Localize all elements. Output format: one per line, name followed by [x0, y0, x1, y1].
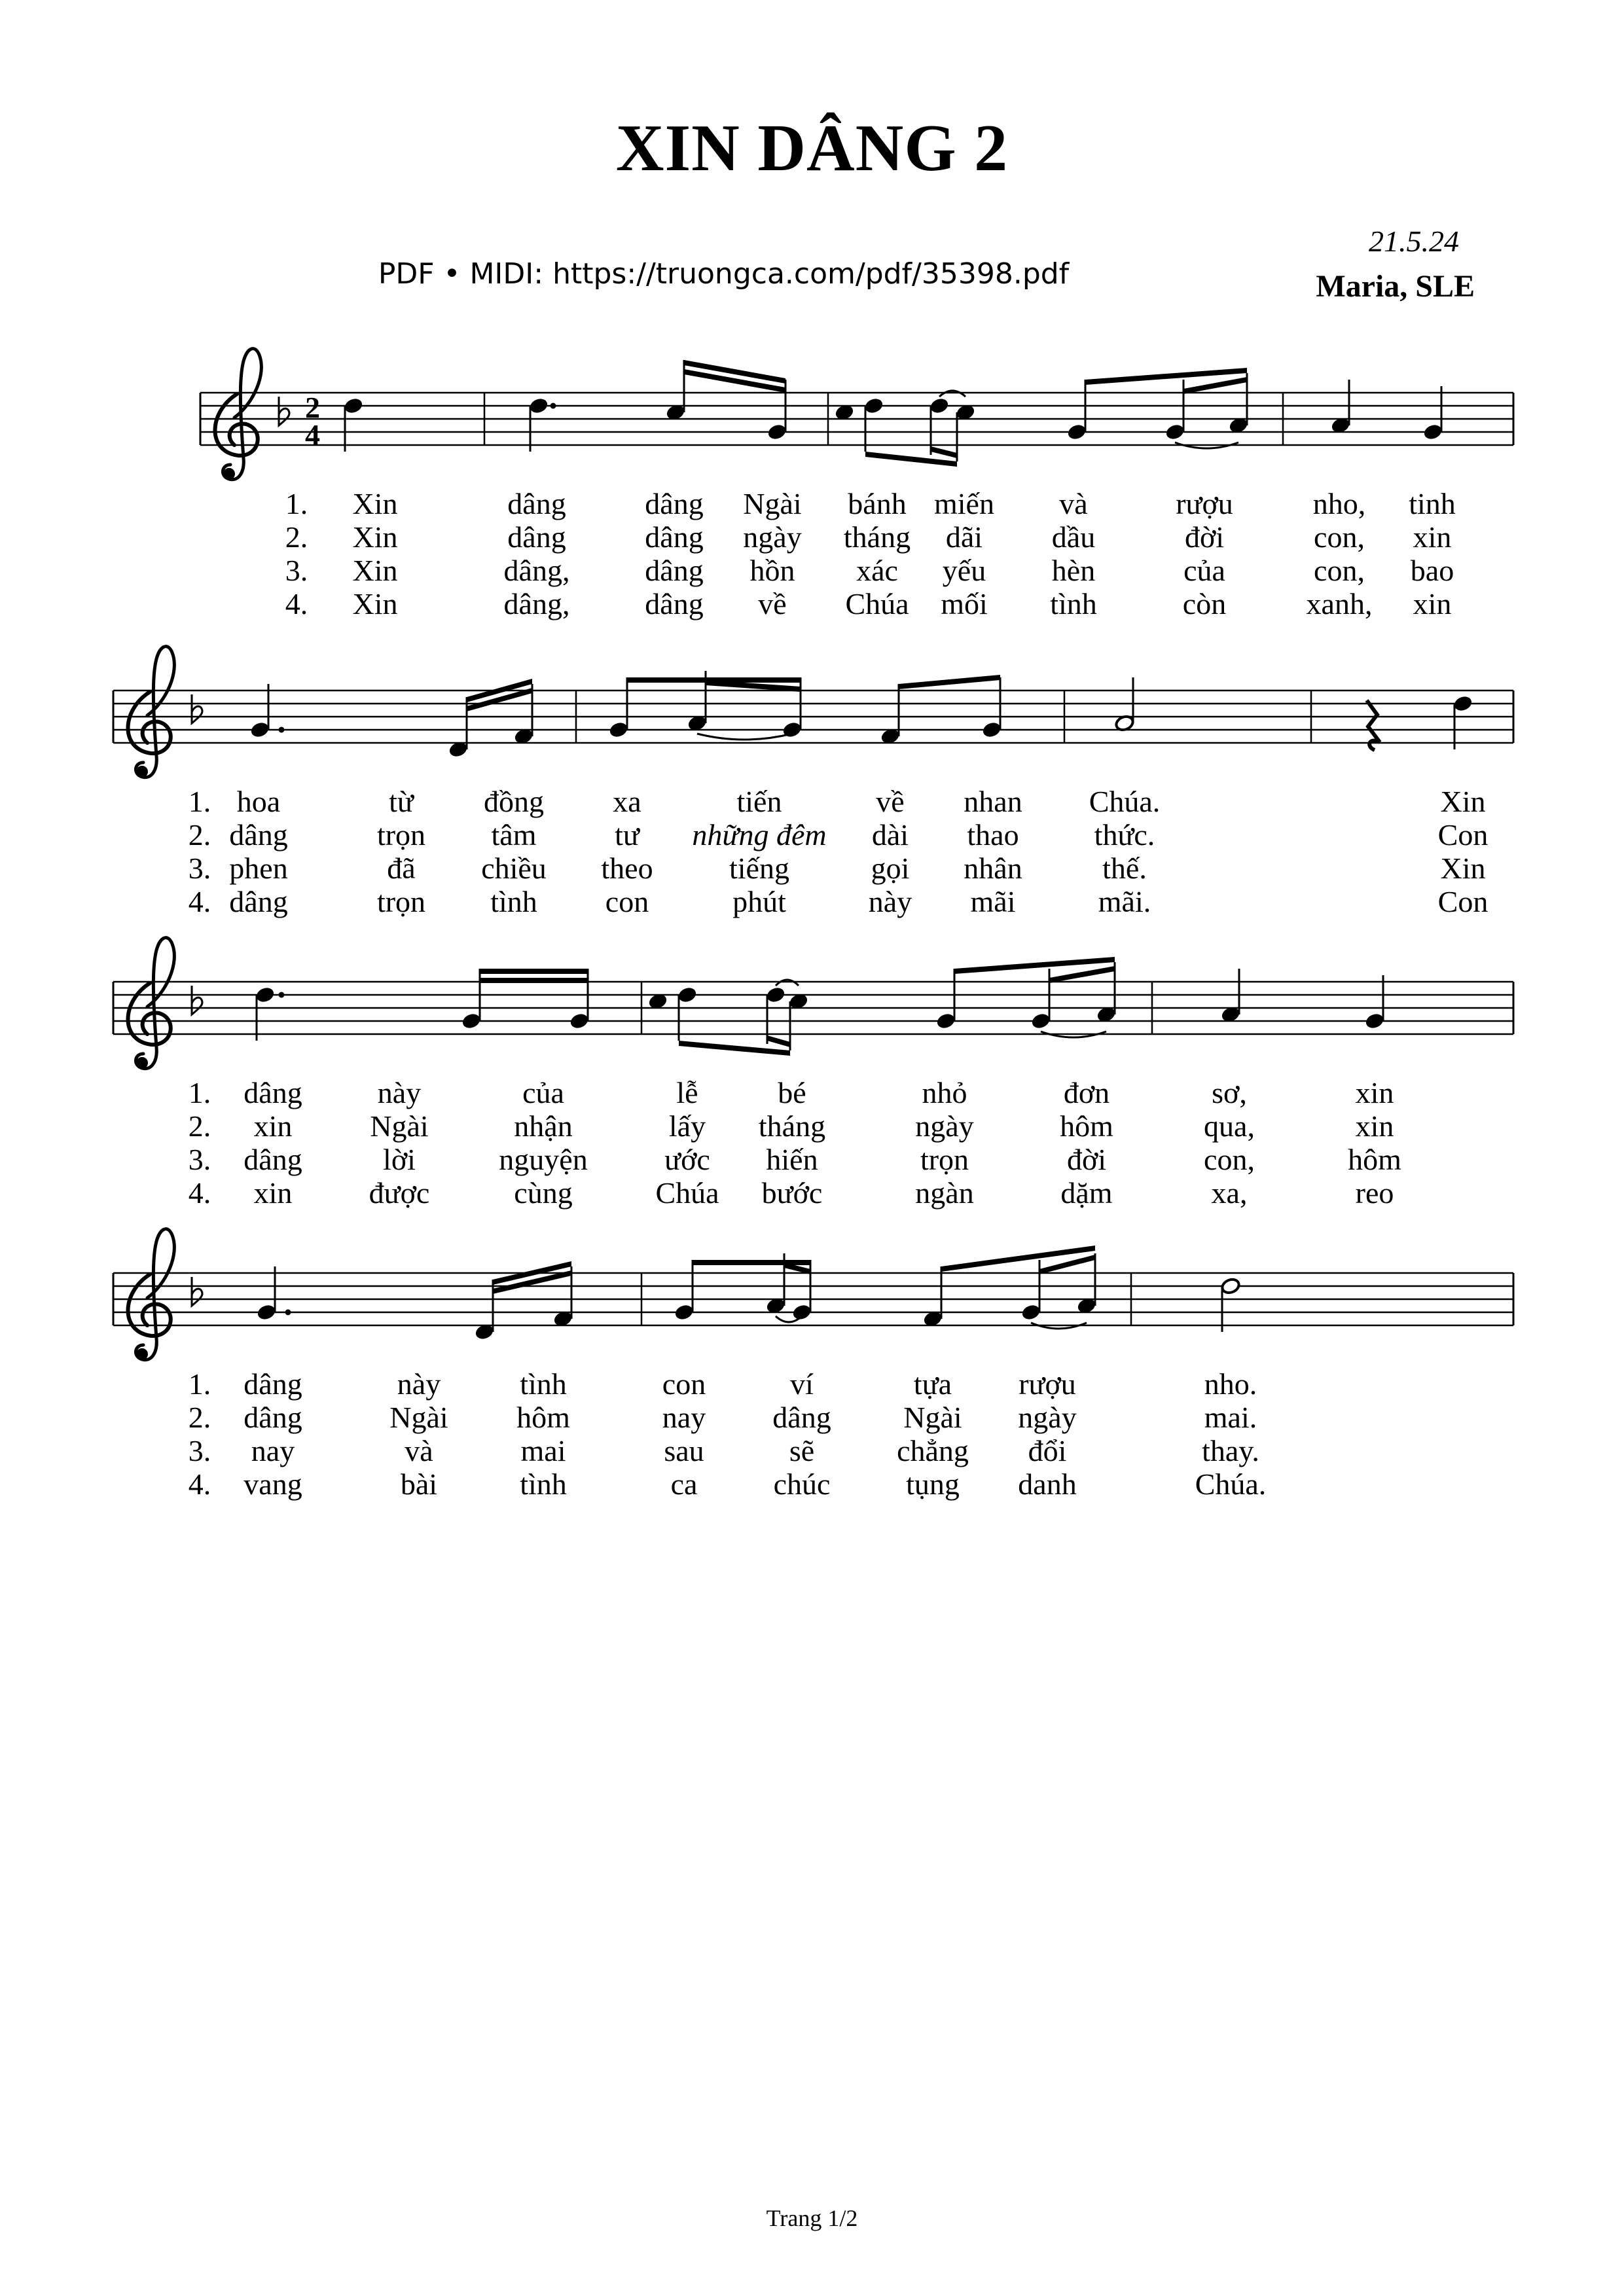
song-title: XIN DÂNG 2 — [615, 111, 1009, 185]
lyric-syllable: tụng — [906, 1467, 960, 1501]
note-head — [677, 986, 697, 1003]
lyric-syllable: vang — [244, 1467, 302, 1501]
note-head — [1220, 1277, 1240, 1295]
note-head — [343, 397, 363, 414]
lyric-syllable: xin — [1355, 1109, 1394, 1143]
lyric-syllable: Ngài — [903, 1401, 962, 1434]
lyric-syllable: lấy — [668, 1109, 706, 1143]
lyric-syllable: xin — [1413, 520, 1452, 554]
lyric-syllable: Chúa. — [1195, 1467, 1267, 1501]
lyric-syllable: hiến — [766, 1143, 818, 1176]
lyric-syllable: Ngài — [743, 487, 802, 520]
lyric-syllable: đã — [387, 852, 416, 885]
lyric-syllable: tựa — [913, 1367, 952, 1401]
note-head — [1453, 694, 1473, 712]
lyric-syllable: tháng — [843, 520, 911, 554]
lyric-syllable: hoa — [236, 785, 281, 818]
verse-number: 2. — [285, 520, 308, 554]
lyric-syllable: dâng — [244, 1367, 302, 1401]
lyric-syllable: hôm — [516, 1401, 570, 1434]
note-head — [256, 1303, 276, 1321]
verse-number: 2. — [188, 1109, 211, 1143]
lyric-syllable: dài — [871, 818, 909, 852]
lyric-syllable: được — [369, 1176, 430, 1210]
lyric-syllable: đồng — [484, 785, 544, 818]
lyric-syllable: chiều — [481, 852, 547, 885]
lyric-syllable: xin — [253, 1176, 293, 1210]
lyric-syllable: sơ, — [1212, 1076, 1247, 1109]
lyric-syllable: những đêm — [692, 818, 827, 852]
lyric-syllable: lời — [383, 1143, 416, 1176]
lyric-syllable: hôm — [1060, 1109, 1113, 1143]
composer-name: Maria, SLE — [1316, 269, 1475, 304]
lyric-syllable: Chúa — [655, 1176, 719, 1210]
verse-number: 3. — [188, 1143, 211, 1176]
augmentation-dot — [285, 1310, 291, 1316]
treble-clef-icon — [128, 1229, 175, 1360]
time-signature-top: 2 — [305, 391, 320, 424]
time-signature-bottom: 4 — [305, 418, 320, 452]
lyric-syllable: nguyện — [499, 1143, 588, 1176]
lyric-syllable: hồn — [749, 554, 795, 587]
staff-system — [113, 1229, 1513, 1501]
lyric-syllable: trọn — [920, 1143, 969, 1176]
treble-clef-icon — [128, 938, 175, 1069]
lyric-syllable: đời — [1066, 1143, 1107, 1176]
lyric-syllable: xanh, — [1306, 587, 1373, 620]
lyric-syllable: trọn — [376, 885, 426, 918]
lyric-syllable: sau — [664, 1434, 704, 1467]
lyric-syllable: đời — [1184, 520, 1225, 554]
lyric-syllable: mai — [520, 1434, 566, 1467]
lyric-syllable: nhỏ — [922, 1076, 967, 1109]
lyric-syllable: và — [405, 1434, 433, 1467]
lyric-syllable: xin — [1413, 587, 1452, 620]
lyric-syllable: tiếng — [729, 852, 789, 885]
lyric-syllable: dâng — [244, 1076, 302, 1109]
flat-icon — [279, 397, 289, 425]
lyric-syllable: bài — [400, 1467, 438, 1501]
download-link-text[interactable]: PDF • MIDI: https://truongca.com/pdf/35398.pdf — [378, 257, 1070, 291]
lyric-syllable: ước — [664, 1143, 710, 1176]
note-head — [249, 721, 270, 738]
lyric-syllable: Chúa. — [1089, 785, 1161, 818]
verse-number: 4. — [188, 885, 211, 918]
lyric-syllable: theo — [601, 852, 653, 885]
lyric-syllable: dâng — [229, 885, 288, 918]
lyric-syllable: thế. — [1102, 852, 1147, 885]
lyric-syllable: thao — [967, 818, 1019, 852]
lyric-syllable: dâng, — [503, 587, 570, 620]
lyric-syllable: dâng — [244, 1143, 302, 1176]
lyric-syllable: bao — [1410, 554, 1454, 587]
lyric-syllable: dâng — [645, 587, 704, 620]
verse-number: 1. — [188, 785, 211, 818]
verse-number: 4. — [188, 1176, 211, 1210]
augmentation-dot — [279, 992, 285, 998]
note-head — [1164, 423, 1185, 440]
lyric-syllable: dâng — [645, 520, 704, 554]
lyric-syllable: dâng — [645, 554, 704, 587]
lyric-syllable: nhân — [964, 852, 1022, 885]
lyric-syllable: Ngài — [389, 1401, 448, 1434]
verse-number: 3. — [188, 852, 211, 885]
note-head — [569, 1012, 589, 1030]
treble-clef-icon — [215, 349, 262, 480]
flat-icon — [192, 986, 202, 1014]
lyric-syllable: tâm — [491, 818, 537, 852]
lyric-syllable: xa, — [1211, 1176, 1248, 1210]
lyric-syllable: dâng — [772, 1401, 831, 1434]
verse-number: 3. — [188, 1434, 211, 1467]
lyric-syllable: Ngài — [370, 1109, 429, 1143]
lyric-syllable: nhan — [964, 785, 1022, 818]
lyric-syllable: mối — [941, 587, 988, 620]
lyric-syllable: Xin — [352, 554, 398, 587]
lyric-syllable: dâng — [244, 1401, 302, 1434]
lyric-syllable: chẳng — [897, 1434, 969, 1467]
augmentation-dot — [279, 727, 285, 733]
lyric-syllable: bé — [778, 1076, 806, 1109]
note-head — [929, 397, 949, 414]
lyric-syllable: tình — [520, 1367, 567, 1401]
lyric-syllable: qua, — [1204, 1109, 1255, 1143]
note-head — [1422, 423, 1443, 440]
flat-icon — [192, 1277, 202, 1306]
note-head — [1030, 1012, 1051, 1030]
lyric-syllable: ngày — [743, 520, 802, 554]
lyric-syllable: Chúa — [845, 587, 909, 620]
lyric-syllable: mãi. — [1098, 885, 1151, 918]
lyric-syllable: phen — [229, 852, 288, 885]
tie-slur — [776, 980, 799, 986]
verse-number: 2. — [188, 1401, 211, 1434]
lyric-syllable: con — [662, 1367, 706, 1401]
lyric-syllable: này — [377, 1076, 422, 1109]
note-beam — [679, 1041, 790, 1056]
lyric-syllable: bánh — [848, 487, 907, 520]
lyric-syllable: Xin — [352, 587, 398, 620]
lyric-syllable: của — [1183, 554, 1225, 587]
note-beam — [931, 446, 957, 458]
lyric-syllable: Xin — [352, 520, 398, 554]
lyric-syllable: rượu — [1019, 1367, 1076, 1401]
note-beam — [693, 1260, 810, 1265]
verse-number: 2. — [188, 818, 211, 852]
lyric-syllable: con, — [1314, 520, 1365, 554]
lyric-syllable: tiến — [736, 785, 782, 818]
tie-slur — [697, 734, 792, 740]
lyric-syllable: Con — [1437, 818, 1489, 852]
lyric-syllable: thay. — [1202, 1434, 1259, 1467]
lyric-syllable: ngày — [1018, 1401, 1077, 1434]
lyric-syllable: lễ — [676, 1076, 698, 1109]
note-beam — [1049, 966, 1115, 983]
lyric-syllable: dâng — [645, 487, 704, 520]
lyric-syllable: dầu — [1051, 520, 1096, 554]
lyric-syllable: ví — [790, 1367, 814, 1401]
note-head — [255, 986, 275, 1003]
lyric-syllable: sẽ — [789, 1434, 815, 1467]
note-head — [981, 721, 1001, 738]
lyric-syllable: Con — [1437, 885, 1489, 918]
lyric-syllable: tình — [490, 885, 537, 918]
lyric-syllable: này — [868, 885, 912, 918]
lyric-syllable: xin — [1355, 1076, 1394, 1109]
verse-number: 1. — [188, 1367, 211, 1401]
lyric-syllable: hôm — [1348, 1143, 1401, 1176]
note-beam — [941, 1246, 1095, 1272]
augmentation-dot — [550, 403, 556, 409]
lyric-syllable: hèn — [1051, 554, 1096, 587]
note-beam — [480, 969, 588, 974]
note-beam — [1039, 1255, 1095, 1274]
lyric-syllable: tình — [520, 1467, 567, 1501]
lyric-syllable: còn — [1182, 587, 1227, 620]
lyric-syllable: nho, — [1312, 487, 1366, 520]
flat-icon — [192, 694, 202, 723]
lyric-syllable: Xin — [1440, 785, 1486, 818]
lyric-syllable: mai. — [1204, 1401, 1257, 1434]
lyric-syllable: nay — [251, 1434, 295, 1467]
lyric-syllable: trọn — [376, 818, 426, 852]
lyric-syllable: xác — [856, 554, 898, 587]
lyric-syllable: miến — [934, 487, 994, 520]
lyric-syllable: Xin — [1440, 852, 1486, 885]
lyric-syllable: cùng — [514, 1176, 573, 1210]
lyric-syllable: về — [758, 587, 787, 620]
lyric-syllable: của — [522, 1076, 564, 1109]
lyric-syllable: đổi — [1028, 1434, 1067, 1467]
note-beam — [1183, 377, 1247, 394]
lyric-syllable: và — [1059, 487, 1088, 520]
staff-system — [113, 938, 1513, 1210]
lyric-syllable: tình — [1050, 587, 1097, 620]
page-number: Trang 1/2 — [766, 2205, 858, 2231]
note-head — [767, 423, 787, 440]
note-head — [674, 1303, 694, 1321]
staff-system — [200, 349, 1513, 620]
lyric-syllable: danh — [1018, 1467, 1077, 1501]
lyric-syllable: dâng — [507, 487, 566, 520]
lyric-syllable: đơn — [1063, 1076, 1110, 1109]
lyric-syllable: tinh — [1409, 487, 1456, 520]
lyric-syllable: con — [605, 885, 649, 918]
lyric-syllable: này — [397, 1367, 441, 1401]
tie-slur — [939, 391, 965, 397]
note-head — [765, 986, 785, 1003]
lyric-syllable: tư — [615, 818, 640, 852]
note-head — [863, 397, 884, 414]
note-head — [791, 1303, 812, 1321]
lyric-syllable: về — [876, 785, 905, 818]
verse-number: 1. — [188, 1076, 211, 1109]
note-head — [461, 1012, 481, 1030]
note-head — [528, 397, 549, 414]
verse-number: 3. — [285, 554, 308, 587]
lyric-syllable: xa — [613, 785, 641, 818]
lyric-syllable: mãi — [970, 885, 1016, 918]
lyric-syllable: nay — [662, 1401, 706, 1434]
note-head — [608, 721, 628, 738]
composition-date: 21.5.24 — [1369, 224, 1459, 258]
lyric-syllable: dặm — [1060, 1176, 1113, 1210]
lyric-syllable: yếu — [942, 554, 986, 587]
lyric-syllable: thức. — [1094, 818, 1155, 852]
lyric-syllable: ca — [670, 1467, 698, 1501]
treble-clef-icon — [128, 647, 175, 778]
note-beam — [480, 978, 588, 983]
lyric-syllable: chúc — [773, 1467, 831, 1501]
lyric-syllable: dâng, — [503, 554, 570, 587]
lyric-syllable: con, — [1204, 1143, 1255, 1176]
note-beam — [767, 1035, 790, 1047]
lyric-syllable: ngày — [915, 1109, 974, 1143]
verse-number: 1. — [285, 487, 308, 520]
lyric-syllable: từ — [389, 785, 414, 818]
note-head — [1020, 1303, 1041, 1321]
lyric-syllable: dâng — [507, 520, 566, 554]
lyric-syllable: tháng — [758, 1109, 826, 1143]
note-head — [1066, 423, 1087, 440]
note-head — [1364, 1012, 1384, 1030]
staff-system — [113, 647, 1513, 918]
lyric-syllable: gọi — [871, 852, 910, 885]
lyric-syllable: phút — [732, 885, 786, 918]
lyric-syllable: xin — [253, 1109, 293, 1143]
lyric-syllable: dãi — [945, 520, 983, 554]
lyric-syllable: con, — [1314, 554, 1365, 587]
lyric-syllable: dâng — [229, 818, 288, 852]
note-beam — [899, 675, 1000, 689]
lyric-syllable: ngàn — [915, 1176, 974, 1210]
note-head — [935, 1012, 956, 1030]
lyric-syllable: Xin — [352, 487, 398, 520]
lyric-syllable: nho. — [1204, 1367, 1257, 1401]
lyric-syllable: reo — [1355, 1176, 1394, 1210]
verse-number: 4. — [188, 1467, 211, 1501]
quarter-rest-icon — [1367, 700, 1380, 750]
lyric-syllable: nhận — [514, 1109, 573, 1143]
lyric-syllable: bước — [761, 1176, 823, 1210]
verse-number: 4. — [285, 587, 308, 620]
lyric-syllable: rượu — [1176, 487, 1233, 520]
